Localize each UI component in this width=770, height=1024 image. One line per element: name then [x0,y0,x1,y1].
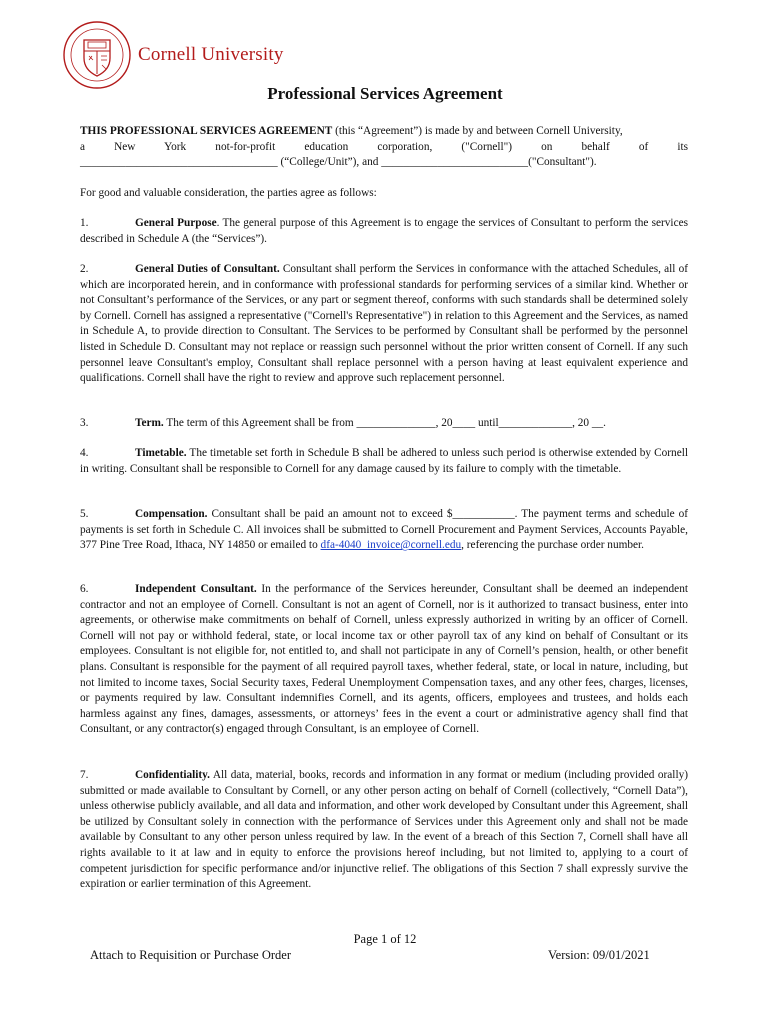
section-number: 6. [80,583,89,595]
intro-paragraph [80,124,688,171]
intro-line1: (this “Agreement”) is made by and between Cornell University, [332,125,623,137]
section-text: The term of this Agreement shall be from ______________, 20____ until_____________, 20 __. [163,417,606,429]
section-heading: Term. [135,417,164,429]
section-5 [80,507,688,554]
section-heading: General Duties of Consultant. [135,263,280,275]
university-name: Cornell University [138,44,284,65]
preamble [80,186,688,202]
section-text: All data, material, books, records and information in any format or medium (including provided orally) submitted or made available to Consultant by Cornell, or any other person acting on behalf of Cornell (collectively, “Cornell Data”), unless otherwise publicly available, and all data and information, and other work developed by Consultant under this Agreement, shall be utilized by Consultant solely in connection with the performance of Services under this Agreement only and shall not be made available by Consultant to any other person unless required by law. In the event of a breach of this Section 7, Cornell shall have all rights available to it at law and in equity to enforce the provisions hereof including, but not limited to, applying to a court of competent jurisdiction for specific performance and/or injunctive relief. The obligations of this Section 7 shall expressly survive the expiration or earlier termination of this Agreement. [80,769,688,891]
intro-lead: THIS PROFESSIONAL SERVICES AGREEMENT [80,125,333,137]
cornell-logo [62,20,284,90]
section-number: 7. [80,769,89,781]
section-text: Consultant shall perform the Services in conformance with the attached Schedules, all of which are incorporated herein, and in conformance with professional standards for performing services of a similar kind. Whether or not Consultant’s performance of the Services, or any part or segment thereof, conforms with such standards shall be determined solely by Cornell. Cornell has assigned a representative ("Cornell's Representative") in relation to this Agreement and the Services, as named in Schedule A, to provide direction to Consultant. The Services to be performed by Consultant shall be performed by the personnel listed in Schedule D. Consultant may not replace or reassign such personnel without the prior written consent of Cornell. If any such personnel leave Consultant's employ, Consultant shall replace personnel with a person having at least equivalent experience and qualifications. Cornell shall have the right to review and approve such replacement personnel. [80,263,688,385]
section-6 [80,582,688,738]
page-number: Page 1 of 12 [353,932,417,946]
section-number: 3. [80,417,89,429]
section-text-after: , referencing the purchase order number. [461,539,645,552]
section-text: Consultant shall be paid an amount not to exceed $___________. The payment terms and schedule of payments is set forth in Schedule C. All invoices shall be submitted to Cornell Procurement and Payment Services, Accounts Payable, 377 Pine Tree Road, Ithaca, NY 14850 or emailed to [80,508,688,552]
section-number: 1. [80,217,89,229]
section-heading: Timetable. [135,447,187,459]
section-7 [80,768,688,893]
preamble-text: For good and valuable consideration, the parties agree as follows: [80,187,377,199]
intro-line3: ___________________________________ (“College/Unit”), and __________________________("Consultant"). [80,156,597,169]
section-number: 2. [80,263,89,275]
section-1 [80,216,688,247]
invoice-email-link[interactable]: dfa-4040_invoice@cornell.edu [320,539,462,552]
section-3 [80,416,688,432]
section-4 [80,446,688,477]
cornell-seal-icon [62,20,132,90]
footer-attach-note: Attach to Requisition or Purchase Order [90,948,291,962]
section-text: In the performance of the Services hereunder, Consultant shall be deemed an independent contractor and not an employee of Cornell. Consultant is not an agent of Cornell, nor is it authorized to transact business, enter into agreements, or otherwise make commitments on behalf of Cornell, unless expressly authorized in writing by an officer of Cornell. Cornell will not pay or withhold federal, state, or local income tax or other payroll tax of any kind on behalf of Consultant or its employees. Consultant is not eligible for, not entitled to, and shall not participate in any of Cornell’s pension, health, or other benefit plans. Consultant is responsible for the payment of all required payroll taxes, whether federal, state, or local in nature, including, but not limited to income taxes, Social Security taxes, Federal Unemployment Compensation taxes, and any other fees, charges, licenses, or payments required by law. Consultant indemnifies Cornell, and its agents, officers, employees and trustees, and holds each harmless against any fines, damages, assessments, or attorneys’ fees in the event a court or administrative agency shall find that Consultant, or any contractor(s) engaged through Consultant, is an employee of Cornell. [80,583,688,736]
section-heading: General Purpose [135,217,217,229]
section-heading: Independent Consultant. [135,583,257,595]
intro-line2: a New York not-for-profit education corporation, ("Cornell") on behalf of its [80,140,688,153]
section-number: 5. [80,508,89,520]
section-2 [80,262,688,387]
section-text: The timetable set forth in Schedule B shall be adhered to unless such period is otherwise extended by Cornell in writing. Consultant shall be responsible to Cornell for any damage caused by its failure to comply with the timetable. [80,447,688,475]
section-number: 4. [80,447,89,459]
page-title: Professional Services Agreement [267,84,503,103]
section-heading: Confidentiality. [135,769,211,781]
section-heading: Compensation. [135,508,208,520]
footer-version: Version: 09/01/2021 [548,948,650,962]
section-text: . The general purpose of this Agreement is to engage the services of Consultant to perform the services described in Schedule A (the “Services”). [80,217,688,245]
